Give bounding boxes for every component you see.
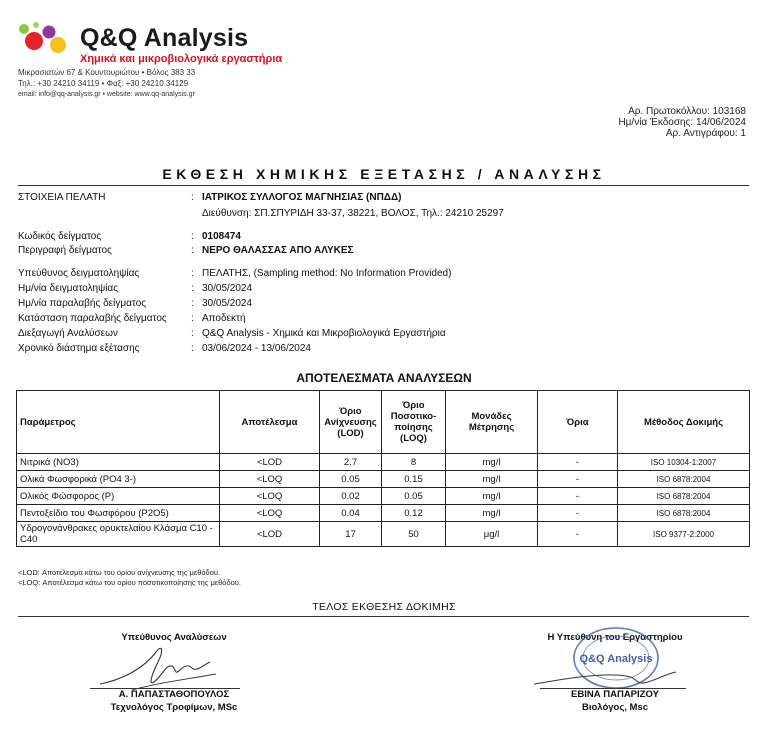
cell-lod: 0.04 [320, 505, 382, 522]
cell-loq: 50 [382, 522, 446, 547]
detail-label: Χρονικό διάστημα εξέτασης [18, 343, 140, 354]
cell-method: ISO 6878:2004 [618, 471, 750, 488]
cell-loq: 8 [382, 454, 446, 471]
note-loq: <LOQ: Αποτέλεσμα κάτω του ορίου ποσοτικοποίησης της μεθόδου. [18, 578, 241, 587]
cell-loq: 0.15 [382, 471, 446, 488]
detail-label: Διεξαγωγή Αναλύσεων [18, 328, 118, 339]
colon: : [191, 192, 194, 203]
stamp-text: Q&Q Analysis [579, 653, 653, 665]
cell-lod: 0.05 [320, 471, 382, 488]
sample-desc-label: Περιγραφή δείγματος [18, 245, 112, 256]
cell-method: ISO 10304-1:2007 [618, 454, 750, 471]
client-name: ΙΑΤΡΙΚΟΣ ΣΥΛΛΟΓΟΣ ΜΑΓΝΗΣΙΑΣ (ΝΠΔΔ) [202, 192, 402, 203]
cell-parameter: Υδρογονάνθρακες ορυκτελαίου Κλάσμα C10 - C40 [17, 522, 220, 547]
cell-result: <LOD [220, 522, 320, 547]
results-table [16, 390, 750, 547]
header-method: Μέθοδος Δοκιμής [618, 391, 750, 454]
note-lod: <LOD: Αποτέλεσμα κάτω του ορίου ανίχνευσης της μεθόδου. [18, 568, 221, 577]
detail-label: Ημ/νία δειγματοληψίας [18, 283, 119, 294]
detail-value: Q&Q Analysis - Χημικά και Μικροβιολογικά Εργαστήρια [202, 328, 446, 339]
detail-label: Υπεύθυνος δειγματοληψίας [18, 268, 140, 279]
company-name: Q&Q Analysis [80, 24, 249, 52]
left-signatory-role: Υπεύθυνος Αναλύσεων [121, 632, 227, 643]
company-phone: Τηλ.: +30 24210 34119 • Φαξ: +30 24210 34129 [18, 79, 189, 88]
detail-value: ΠΕΛΑΤΗΣ, (Sampling method: No Information Provided) [202, 268, 452, 279]
company-tagline: Χημικά και μικροβιολογικά εργαστήρια [80, 53, 283, 65]
cell-units: μg/l [446, 522, 538, 547]
document-title: ΕΚΘΕΣΗ ΧΗΜΙΚΗΣ ΕΞΕΤΑΣΗΣ / ΑΝΑΛΥΣΗΣ [162, 166, 606, 182]
detail-label: Ημ/νία παραλαβής δείγματος [18, 298, 147, 309]
cell-limits: - [538, 522, 618, 547]
cell-method: ISO 9377-2:2000 [618, 522, 750, 547]
detail-value: 03/06/2024 - 13/06/2024 [202, 343, 311, 354]
cell-units: mg/l [446, 454, 538, 471]
company-address: Μικρασιατών 67 & Κουντουριώτου • Βόλος 383 33 [18, 68, 196, 77]
cell-result: <LOQ [220, 471, 320, 488]
colon: : [191, 298, 194, 309]
colon: : [191, 268, 194, 279]
detail-value: 30/05/2024 [202, 298, 253, 309]
table-row [17, 505, 750, 522]
cell-parameter: Ολικός Φώσφορος (P) [17, 488, 220, 505]
copy-number: Αρ. Αντιγράφου: 1 [665, 128, 746, 139]
sample-code-label: Κωδικός δείγματος [18, 231, 102, 242]
cell-result: <LOD [220, 454, 320, 471]
colon: : [191, 231, 194, 242]
detail-value: 30/05/2024 [202, 283, 253, 294]
table-header-row [17, 391, 750, 454]
colon: : [191, 313, 194, 324]
header-parameter: Παράμετρος [17, 391, 220, 454]
end-of-report: ΤΕΛΟΣ ΕΚΘΕΣΗΣ ΔΟΚΙΜΗΣ [312, 601, 456, 613]
colon: : [191, 283, 194, 294]
protocol-number: Αρ. Πρωτοκόλλου: 103168 [628, 106, 746, 117]
sample-code: 0108474 [202, 231, 241, 242]
cell-lod: 2.7 [320, 454, 382, 471]
right-signatory-title: Βιολόγος, Msc [581, 702, 649, 713]
cell-parameter: Ολικά Φωσφορικά (PO4 3-) [17, 471, 220, 488]
issue-date: Ημ/νία Έκδοσης: 14/06/2024 [618, 117, 746, 128]
cell-units: mg/l [446, 488, 538, 505]
cell-loq: 0.05 [382, 488, 446, 505]
client-address: Διεύθυνση: ΣΠ.ΣΠΥΡΙΔΗ 33-37, 38221, ΒΟΛΟΣ, Τηλ.: 24210 25297 [202, 208, 504, 219]
left-signatory-title: Τεχνολόγος Τροφίμων, MSc [110, 702, 238, 713]
header-units: Μονάδες Μέτρησης [446, 391, 538, 454]
cell-method: ISO 6878:2004 [618, 488, 750, 505]
detail-value: Αποδεκτή [202, 313, 246, 324]
right-signatory-role: Η Υπεύθυνη του Εργαστηρίου [547, 632, 683, 643]
table-row [17, 522, 750, 547]
client-label: ΣΤΟΙΧΕΙΑ ΠΕΛΑΤΗ [18, 192, 106, 203]
cell-units: mg/l [446, 505, 538, 522]
cell-result: <LOQ [220, 488, 320, 505]
table-row [17, 454, 750, 471]
cell-parameter: Νιτρικά (ΝΟ3) [17, 454, 220, 471]
right-signatory-name: ΕΒΙΝΑ ΠΑΠΑΡΙΖΟΥ [571, 689, 659, 700]
left-signatory-name: Α. ΠΑΠΑΣΤΑΘΟΠΟΥΛΟΣ [118, 689, 230, 700]
header-result: Αποτέλεσμα [220, 391, 320, 454]
header-lod: Όριο Ανίχνευσης (LOD) [320, 391, 382, 454]
end-divider [18, 616, 749, 617]
detail-label: Κατάσταση παραλαβής δείγματος [18, 313, 167, 324]
company-web: email: info@qq-analysis.gr • website: www.qq-analysis.gr [18, 91, 195, 98]
cell-lod: 0.02 [320, 488, 382, 505]
cell-units: mg/l [446, 471, 538, 488]
header-limits: Όρια [538, 391, 618, 454]
cell-parameter: Πεντοξείδιο του Φωσφόρου (P2O5) [17, 505, 220, 522]
sample-description: ΝΕΡΟ ΘΑΛΑΣΣΑΣ ΑΠΟ ΑΛΥΚΕΣ [202, 245, 354, 256]
colon: : [191, 328, 194, 339]
company-logo-icon [14, 20, 70, 56]
cell-limits: - [538, 505, 618, 522]
colon: : [191, 343, 194, 354]
left-signature-icon [92, 640, 222, 694]
header-loq: Όριο Ποσοτικο-ποίησης (LOQ) [382, 391, 446, 454]
colon: : [191, 245, 194, 256]
table-row [17, 488, 750, 505]
cell-limits: - [538, 488, 618, 505]
cell-lod: 17 [320, 522, 382, 547]
results-title: ΑΠΟΤΕΛΕΣΜΑΤΑ ΑΝΑΛΥΣΕΩΝ [296, 371, 472, 385]
cell-limits: - [538, 454, 618, 471]
table-row [17, 471, 750, 488]
cell-method: ISO 6878:2004 [618, 505, 750, 522]
cell-limits: - [538, 471, 618, 488]
cell-loq: 0.12 [382, 505, 446, 522]
title-divider [18, 185, 749, 186]
cell-result: <LOQ [220, 505, 320, 522]
